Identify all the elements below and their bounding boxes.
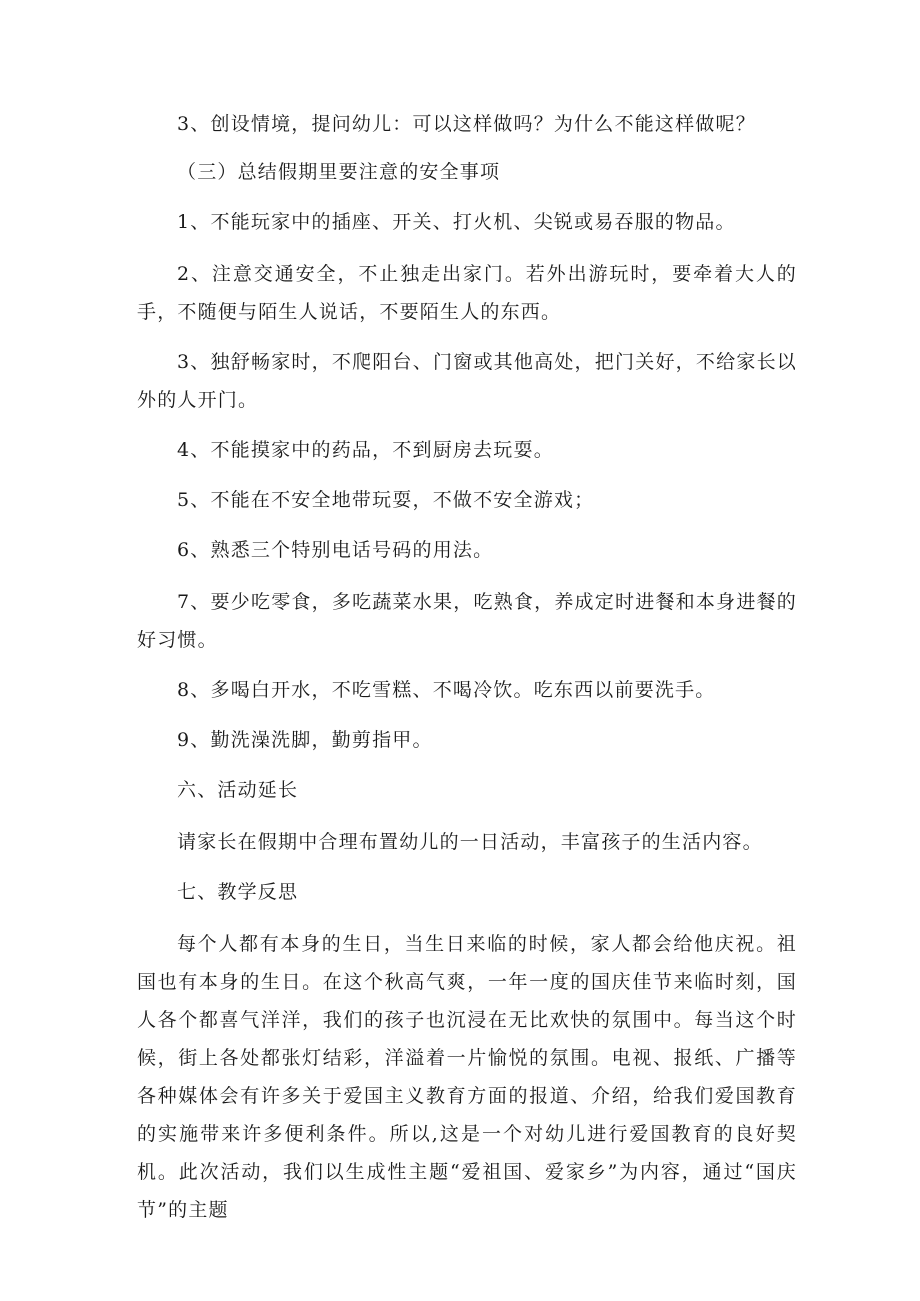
safety-item-8: 8、多喝白开水，不吃雪糕、不喝冷饮。吃东西以前要洗手。 <box>177 679 716 701</box>
safety-item-6: 6、熟悉三个特别电话号码的用法。 <box>177 539 494 561</box>
section-heading-safety: （三）总结假期里要注意的安全事项 <box>177 161 501 183</box>
safety-item-9: 9、勤洗澡洗脚，勤剪指甲。 <box>177 729 433 751</box>
safety-item-5: 5、不能在不安全地带玩耍，不做不安全游戏； <box>177 489 595 511</box>
safety-item-7: 7、要少吃零食，多吃蔬菜水果，吃熟食，养成定时进餐和本身进餐的好习惯。 <box>137 591 797 651</box>
section-heading-extension: 六、活动延长 <box>177 779 299 801</box>
safety-item-4: 4、不能摸家中的药品，不到厨房去玩耍。 <box>177 439 554 461</box>
paragraph-question: 3、创设情境，提问幼儿：可以这样做吗？为什么不能这样做呢？ <box>177 113 756 135</box>
safety-item-3: 3、独舒畅家时，不爬阳台、门窗或其他高处，把门关好，不给家长以外的人开门。 <box>137 351 797 411</box>
safety-item-2: 2、注意交通安全，不止独走出家门。若外出游玩时，要牵着大人的手，不随便与陌生人说话，不要陌生人的东西。 <box>137 263 797 323</box>
paragraph-reflection: 每个人都有本身的生日，当生日来临的时候，家人都会给他庆祝。祖国也有本身的生日。在这个秋高气爽，一年一度的国庆佳节来临时刻，国人各个都喜气洋洋，我们的孩子也沉浸在无比欢快的氛围中。每当这个时候，街上各处都张灯结彩，洋溢着一片愉悦的氛围。电视、报纸、广播等各种媒体会有许多关于爱国主义教育方面的报道、介绍，给我们爱国教育的实施带来许多便利条件。所以,这是一个对幼儿进行爱国教育的良好契机。此次活动，我们以生成性主题“爱祖国、爱家乡”为内容，通过“国庆节”的主题 <box>137 933 797 1221</box>
section-heading-reflection: 七、教学反思 <box>177 881 299 903</box>
safety-item-1: 1、不能玩家中的插座、开关、打火机、尖锐或易吞服的物品。 <box>177 211 736 233</box>
paragraph-extension: 请家长在假期中合理布置幼儿的一日活动，丰富孩子的生活内容。 <box>177 831 763 853</box>
